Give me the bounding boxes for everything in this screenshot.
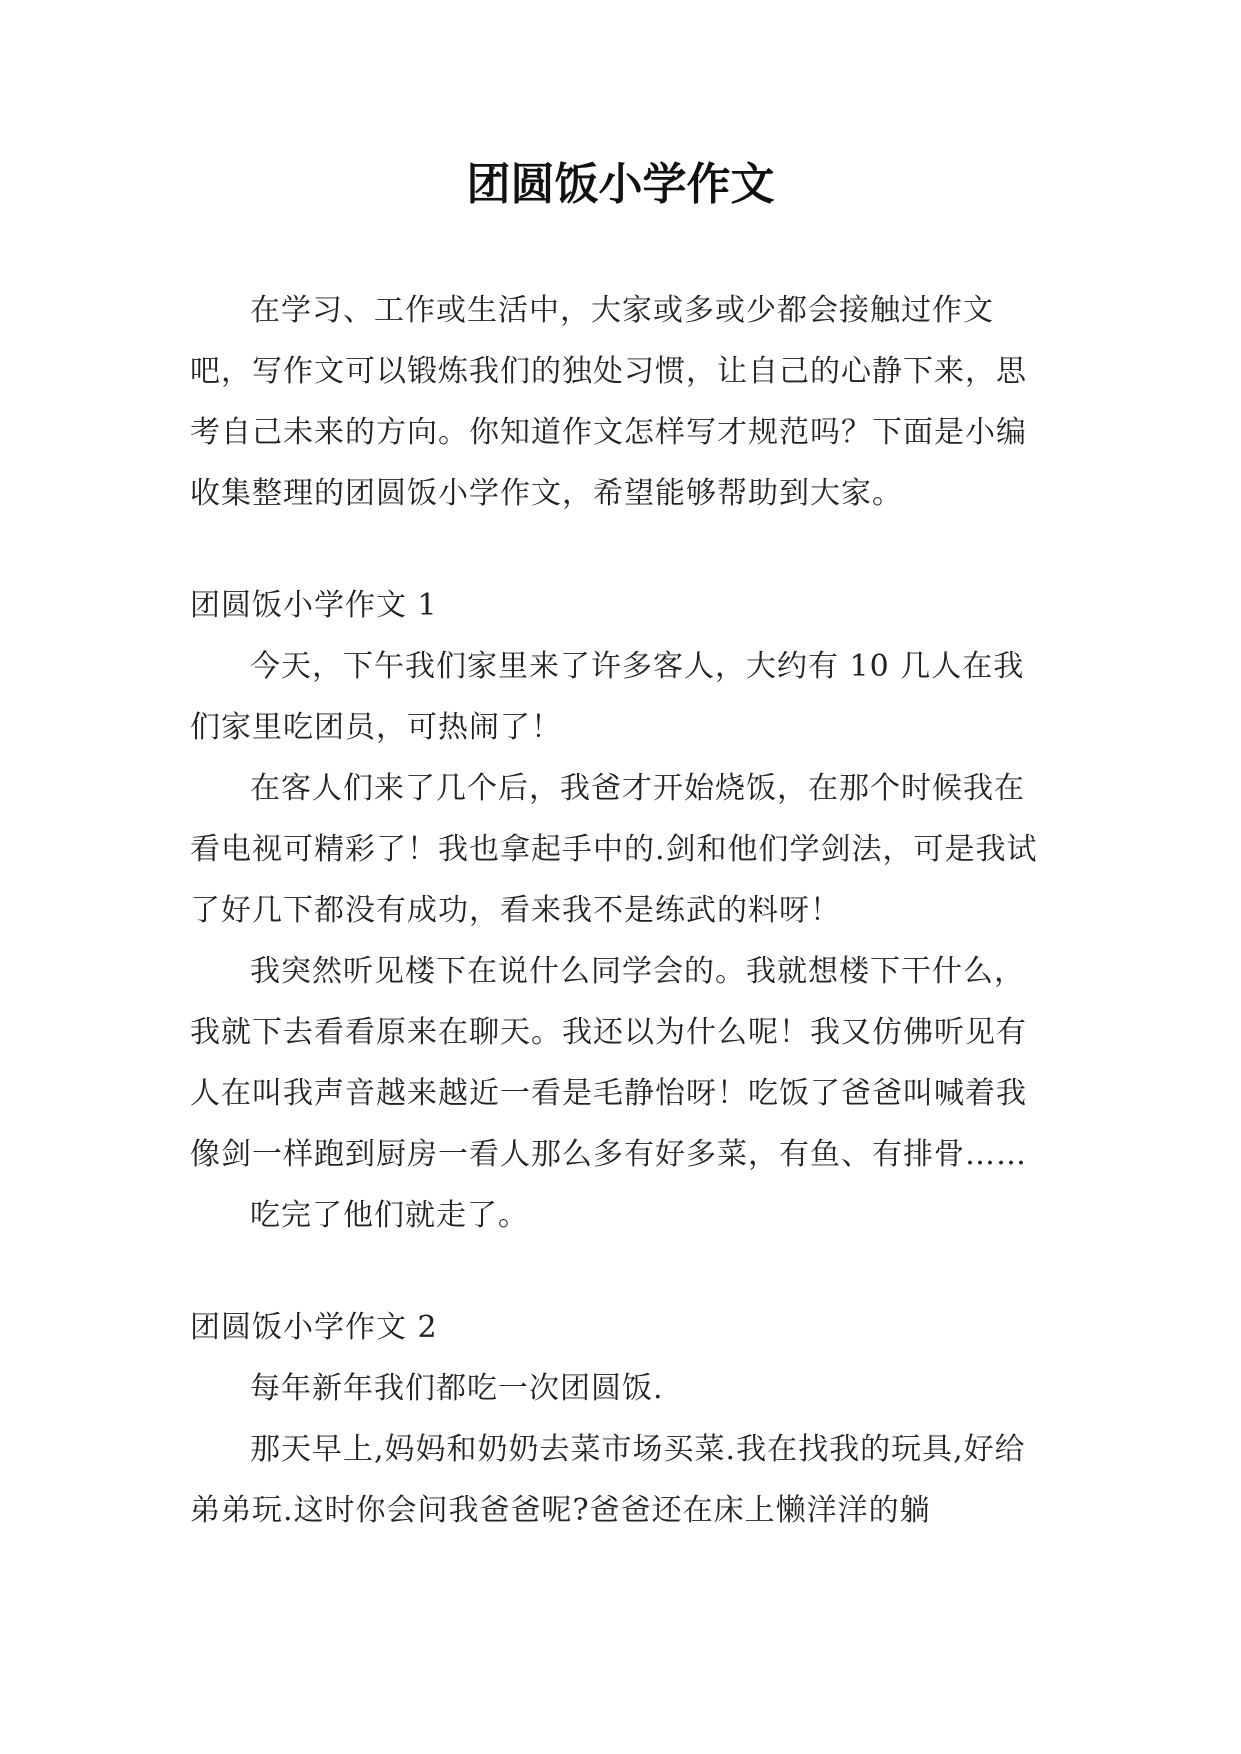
essay-section-2	[190, 1297, 1052, 1541]
section-paragraph: 今天，下午我们家里来了许多客人，大约有 10 几人在我们家里吃团员，可热闹了！	[190, 649, 1025, 745]
section-heading: 团圆饭小学作文 2	[190, 1310, 438, 1345]
document-body	[190, 280, 1052, 1541]
section-paragraph: 每年新年我们都吃一次团圆饭.	[250, 1371, 664, 1406]
essay-section-1	[190, 575, 1052, 1246]
section-heading: 团圆饭小学作文 1	[190, 588, 438, 623]
section-paragraph: 吃完了他们就走了。	[250, 1198, 529, 1233]
intro-paragraph: 在学习、工作或生活中，大家或多或少都会接触过作文吧，写作文可以锻炼我们的独处习惯，让自己的心静下来，思考自己未来的方向。你知道作文怎样写才规范吗？下面是小编收集整理的团圆饭小学作文，希望能够帮助到大家。	[190, 293, 1027, 511]
section-paragraph: 在客人们来了几个后，我爸才开始烧饭，在那个时候我在看电视可精彩了！我也拿起手中的.剑和他们学剑法，可是我试了好几下都没有成功，看来我不是练武的料呀！	[190, 771, 1038, 928]
section-paragraph: 我突然听见楼下在说什么同学会的。我就想楼下干什么，我就下去看看原来在聊天。我还以为什么呢！我又仿佛听见有人在叫我声音越来越近一看是毛静怡呀！吃饭了爸爸叫喊着我像剑一样跑到厨房一看人那么多有好多菜，有鱼、有排骨……	[190, 954, 1027, 1172]
document-title: 团圆饭小学作文	[466, 159, 775, 210]
section-paragraph: 那天早上,妈妈和奶奶去菜市场买菜.我在找我的玩具,好给弟弟玩.这时你会问我爸爸呢?爸爸还在床上懒洋洋的躺	[190, 1432, 1026, 1528]
